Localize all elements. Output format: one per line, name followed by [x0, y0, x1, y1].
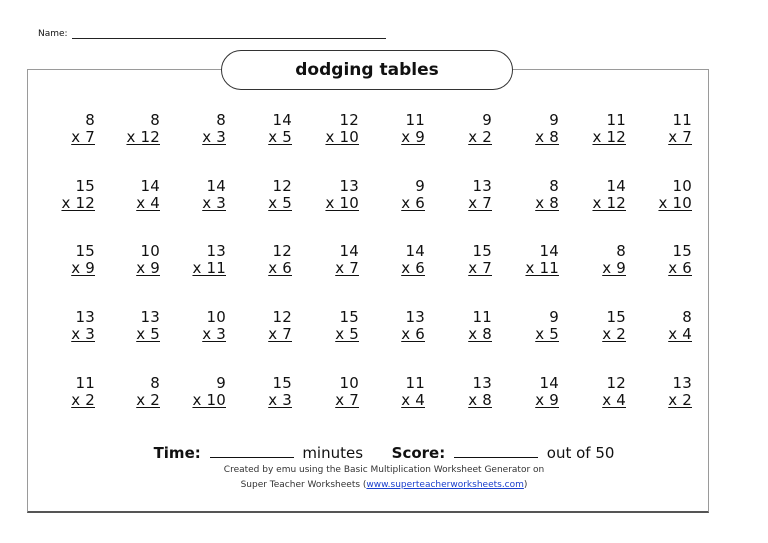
multiplicand: 12 [272, 242, 292, 260]
multiplication-problem [164, 309, 226, 343]
multiplicand: 13 [140, 308, 160, 326]
problem-row [0, 112, 768, 152]
multiplication-problem [430, 375, 492, 409]
credit-suffix: ) [523, 480, 528, 490]
multiplication-problem [497, 309, 559, 343]
multiplier: x 8 [535, 128, 559, 146]
multiplicand: 15 [672, 242, 692, 260]
multiplicand: 8 [616, 242, 626, 260]
multiplier: x 6 [401, 325, 425, 343]
multiplicand: 14 [405, 242, 425, 260]
multiplication-problem [33, 178, 95, 212]
multiplication-problem [630, 112, 692, 146]
multiplier: x 2 [71, 391, 95, 409]
name-field [38, 29, 386, 39]
multiplicand: 15 [339, 308, 359, 326]
multiplicand: 8 [150, 111, 160, 129]
multiplier: x 7 [268, 325, 292, 343]
multiplicand: 15 [75, 177, 95, 195]
multiplicand: 13 [75, 308, 95, 326]
problem-row [0, 309, 768, 349]
multiplicand: 10 [339, 374, 359, 392]
multiplicand: 13 [405, 308, 425, 326]
score-blank[interactable] [454, 445, 538, 458]
multiplicand: 14 [539, 374, 559, 392]
multiplier: x 7 [335, 259, 359, 277]
multiplicand: 15 [472, 242, 492, 260]
multiplier: x 2 [602, 325, 626, 343]
time-label: Time: [153, 444, 201, 462]
multiplication-problem [98, 112, 160, 146]
multiplier: x 8 [535, 194, 559, 212]
multiplier: x 7 [71, 128, 95, 146]
multiplication-problem [363, 309, 425, 343]
credit-line-2 [0, 480, 768, 490]
multiplier: x 4 [401, 391, 425, 409]
multiplicand: 9 [549, 111, 559, 129]
multiplier: x 6 [401, 259, 425, 277]
multiplication-problem [363, 375, 425, 409]
multiplication-problem [564, 112, 626, 146]
multiplier: x 7 [468, 194, 492, 212]
problem-row [0, 375, 768, 415]
multiplicand: 15 [606, 308, 626, 326]
multiplier: x 9 [71, 259, 95, 277]
multiplication-problem [98, 178, 160, 212]
multiplicand: 12 [606, 374, 626, 392]
time-blank[interactable] [210, 445, 294, 458]
multiplicand: 14 [339, 242, 359, 260]
score-label: Score: [391, 444, 446, 462]
multiplicand: 11 [606, 111, 626, 129]
multiplier: x 10 [658, 194, 692, 212]
multiplier: x 11 [192, 259, 226, 277]
multiplicand: 14 [606, 177, 626, 195]
multiplicand: 8 [216, 111, 226, 129]
multiplication-problem [164, 178, 226, 212]
multiplicand: 11 [75, 374, 95, 392]
multiplication-problem [363, 112, 425, 146]
time-score-line [0, 444, 768, 462]
multiplier: x 6 [668, 259, 692, 277]
multiplicand: 9 [482, 111, 492, 129]
multiplication-problem [564, 309, 626, 343]
multiplication-problem [297, 309, 359, 343]
multiplier: x 5 [136, 325, 160, 343]
multiplier: x 10 [192, 391, 226, 409]
multiplier: x 8 [468, 325, 492, 343]
multiplier: x 9 [602, 259, 626, 277]
multiplier: x 2 [668, 391, 692, 409]
multiplier: x 6 [268, 259, 292, 277]
multiplicand: 12 [339, 111, 359, 129]
multiplier: x 12 [592, 194, 626, 212]
name-label: Name: [38, 29, 68, 39]
multiplier: x 12 [61, 194, 95, 212]
multiplier: x 4 [602, 391, 626, 409]
multiplier: x 7 [468, 259, 492, 277]
multiplicand: 8 [549, 177, 559, 195]
multiplicand: 9 [549, 308, 559, 326]
multiplicand: 9 [216, 374, 226, 392]
out-of-label: out of 50 [546, 444, 615, 462]
multiplier: x 5 [268, 128, 292, 146]
multiplicand: 13 [339, 177, 359, 195]
multiplier: x 3 [202, 194, 226, 212]
multiplier: x 12 [592, 128, 626, 146]
multiplier: x 4 [668, 325, 692, 343]
multiplication-problem [363, 243, 425, 277]
multiplier: x 2 [136, 391, 160, 409]
multiplicand: 13 [206, 242, 226, 260]
name-blank-line[interactable] [72, 30, 386, 39]
multiplication-problem [33, 112, 95, 146]
multiplication-problem [363, 178, 425, 212]
multiplicand: 14 [539, 242, 559, 260]
multiplication-problem [630, 178, 692, 212]
multiplicand: 13 [472, 374, 492, 392]
credit-link[interactable]: www.superteacherworksheets.com [366, 480, 524, 490]
multiplication-problem [430, 309, 492, 343]
multiplier: x 9 [535, 391, 559, 409]
multiplier: x 3 [71, 325, 95, 343]
multiplier: x 5 [335, 325, 359, 343]
problem-row [0, 178, 768, 218]
multiplier: x 10 [325, 128, 359, 146]
multiplication-problem [497, 243, 559, 277]
multiplicand: 15 [75, 242, 95, 260]
multiplication-problem [430, 178, 492, 212]
multiplicand: 15 [272, 374, 292, 392]
credit-prefix: Super Teacher Worksheets ( [240, 480, 367, 490]
multiplicand: 9 [415, 177, 425, 195]
multiplication-problem [33, 243, 95, 277]
multiplication-problem [430, 243, 492, 277]
multiplication-problem [297, 112, 359, 146]
multiplicand: 11 [405, 111, 425, 129]
multiplication-problem [630, 375, 692, 409]
multiplication-problem [630, 243, 692, 277]
multiplication-problem [33, 309, 95, 343]
multiplication-problem [98, 309, 160, 343]
multiplicand: 12 [272, 177, 292, 195]
multiplicand: 13 [672, 374, 692, 392]
multiplication-problem [297, 243, 359, 277]
multiplier: x 11 [525, 259, 559, 277]
multiplicand: 8 [682, 308, 692, 326]
multiplier: x 3 [268, 391, 292, 409]
multiplicand: 12 [272, 308, 292, 326]
multiplier: x 9 [401, 128, 425, 146]
multiplication-problem [497, 375, 559, 409]
multiplication-problem [230, 375, 292, 409]
multiplicand: 10 [140, 242, 160, 260]
minutes-label: minutes [302, 444, 364, 462]
multiplication-problem [564, 243, 626, 277]
multiplication-problem [164, 375, 226, 409]
multiplier: x 10 [325, 194, 359, 212]
multiplicand: 8 [150, 374, 160, 392]
multiplicand: 11 [405, 374, 425, 392]
multiplication-problem [164, 243, 226, 277]
multiplication-problem [230, 309, 292, 343]
multiplier: x 6 [401, 194, 425, 212]
multiplication-problem [230, 112, 292, 146]
multiplication-problem [630, 309, 692, 343]
multiplicand: 14 [206, 177, 226, 195]
multiplier: x 3 [202, 325, 226, 343]
multiplier: x 9 [136, 259, 160, 277]
credit-line-1: Created by emu using the Basic Multiplication Worksheet Generator on [223, 465, 545, 475]
problem-row [0, 243, 768, 283]
multiplication-problem [497, 112, 559, 146]
multiplication-problem [98, 375, 160, 409]
multiplication-problem [33, 375, 95, 409]
multiplier: x 2 [468, 128, 492, 146]
multiplier: x 5 [268, 194, 292, 212]
multiplication-problem [230, 243, 292, 277]
multiplicand: 14 [140, 177, 160, 195]
multiplicand: 10 [206, 308, 226, 326]
multiplication-problem [98, 243, 160, 277]
multiplication-problem [564, 178, 626, 212]
multiplier: x 5 [535, 325, 559, 343]
multiplication-problem [297, 178, 359, 212]
multiplier: x 3 [202, 128, 226, 146]
multiplicand: 10 [672, 177, 692, 195]
multiplicand: 11 [472, 308, 492, 326]
multiplication-problem [564, 375, 626, 409]
title-text: dodging tables [295, 60, 439, 80]
multiplication-problem [230, 178, 292, 212]
multiplicand: 14 [272, 111, 292, 129]
multiplication-problem [297, 375, 359, 409]
multiplier: x 7 [335, 391, 359, 409]
multiplication-problem [430, 112, 492, 146]
multiplier: x 12 [126, 128, 160, 146]
worksheet-title [221, 50, 513, 90]
multiplication-problem [497, 178, 559, 212]
multiplicand: 8 [85, 111, 95, 129]
multiplication-problem [164, 112, 226, 146]
multiplier: x 4 [136, 194, 160, 212]
multiplicand: 11 [672, 111, 692, 129]
multiplier: x 8 [468, 391, 492, 409]
multiplier: x 7 [668, 128, 692, 146]
multiplicand: 13 [472, 177, 492, 195]
